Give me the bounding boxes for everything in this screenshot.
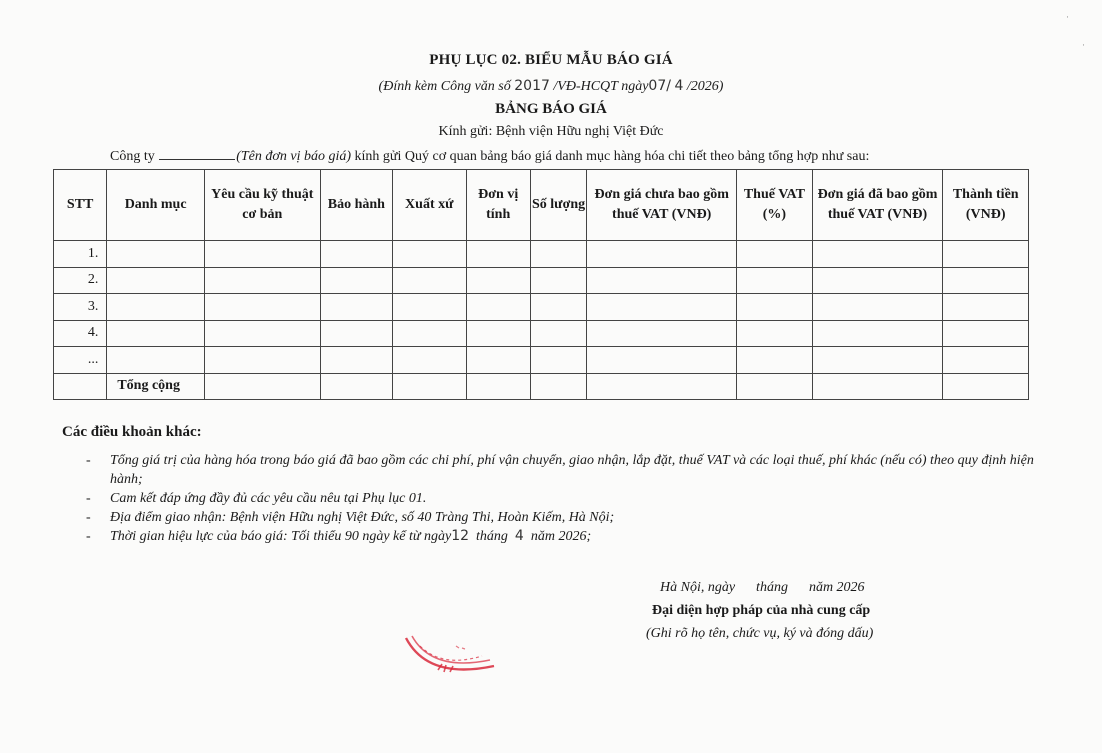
term-item-validity xyxy=(86,527,1046,546)
table-cell xyxy=(107,294,205,321)
table-cell xyxy=(737,373,812,400)
table-cell xyxy=(320,347,392,374)
term-item: - Địa điểm giao nhận: Bệnh viện Hữu nghị Việt Đức, số 40 Tràng Thi, Hoàn Kiếm, Hà Nội; xyxy=(86,508,1046,527)
header-amount: Thành tiền (VNĐ) xyxy=(943,170,1029,241)
validity-prefix: Thời gian hiệu lực của báo giá: Tối thiểu 90 ngày kể từ ngày xyxy=(110,529,452,544)
table-cell xyxy=(812,320,943,347)
doc-code: /VĐ-HCQT ngày xyxy=(553,79,649,94)
table-cell xyxy=(587,320,737,347)
attachment-prefix: (Đính kèm Công văn số xyxy=(378,79,511,94)
company-placeholder: (Tên đơn vị báo giá) xyxy=(236,149,352,164)
header-quantity: Số lượng xyxy=(530,170,586,241)
table-cell xyxy=(393,267,466,294)
table-cell xyxy=(737,241,812,268)
quote-table xyxy=(53,169,1029,400)
terms-heading: Các điều khoản khác: xyxy=(62,424,202,440)
table-cell xyxy=(812,267,943,294)
table-cell xyxy=(530,267,586,294)
table-cell xyxy=(204,320,320,347)
total-row xyxy=(54,373,1029,400)
table-row xyxy=(54,320,1029,347)
table-cell xyxy=(204,241,320,268)
table-cell xyxy=(466,241,530,268)
table-cell xyxy=(466,320,530,347)
header-vat-rate: Thuế VAT (%) xyxy=(737,170,812,241)
validity-month-label: tháng xyxy=(476,529,508,544)
handwritten-doc-month: 4 xyxy=(674,78,684,94)
table-cell xyxy=(587,241,737,268)
table-cell xyxy=(393,241,466,268)
terms-list xyxy=(86,451,1046,546)
row-number: 1. xyxy=(54,241,107,268)
table-cell xyxy=(107,241,205,268)
table-cell xyxy=(530,294,586,321)
table-cell xyxy=(587,267,737,294)
header-stt: STT xyxy=(54,170,107,241)
table-cell xyxy=(107,347,205,374)
header-unit: Đơn vị tính xyxy=(466,170,530,241)
table-cell xyxy=(530,241,586,268)
row-number: 2. xyxy=(54,267,107,294)
validity-suffix: năm 2026; xyxy=(530,529,592,544)
table-cell xyxy=(393,320,466,347)
appendix-title: PHỤ LỤC 02. BIỂU MẪU BÁO GIÁ xyxy=(429,52,673,68)
signature-place-date: Hà Nội, ngày tháng năm 2026 xyxy=(660,580,865,595)
table-row xyxy=(54,241,1029,268)
table-cell xyxy=(587,373,737,400)
table-cell xyxy=(204,267,320,294)
table-cell xyxy=(466,294,530,321)
intro-text: kính gửi Quý cơ quan bảng báo giá danh mục hàng hóa chi tiết theo bảng tổng hợp như sau: xyxy=(354,149,870,164)
table-cell xyxy=(393,373,466,400)
row-number: 3. xyxy=(54,294,107,321)
table-cell xyxy=(393,347,466,374)
signature-title: Đại diện hợp pháp của nhà cung cấp xyxy=(652,603,871,618)
table-cell xyxy=(107,320,205,347)
company-name-blank xyxy=(159,148,235,160)
table-cell xyxy=(320,373,392,400)
handwritten-doc-day: 07/ xyxy=(648,78,671,94)
intro-line xyxy=(110,148,869,165)
table-cell xyxy=(107,267,205,294)
header-origin: Xuất xứ xyxy=(393,170,466,241)
table-cell xyxy=(943,267,1029,294)
table-cell xyxy=(587,294,737,321)
table-cell xyxy=(320,320,392,347)
table-cell xyxy=(530,320,586,347)
table-cell xyxy=(204,347,320,374)
header-price-incl-vat: Đơn giá đã bao gồm thuế VAT (VNĐ) xyxy=(812,170,943,241)
table-cell xyxy=(737,347,812,374)
row-number: 4. xyxy=(54,320,107,347)
table-title: BẢNG BÁO GIÁ xyxy=(495,101,607,117)
table-cell xyxy=(943,320,1029,347)
table-cell xyxy=(466,347,530,374)
table-cell xyxy=(737,267,812,294)
table-cell xyxy=(466,267,530,294)
table-cell xyxy=(812,294,943,321)
table-cell xyxy=(587,347,737,374)
table-cell xyxy=(812,373,943,400)
table-row xyxy=(54,294,1029,321)
header-warranty: Bảo hành xyxy=(320,170,392,241)
table-cell xyxy=(204,373,320,400)
table-cell xyxy=(737,294,812,321)
term-item: - Tổng giá trị của hàng hóa trong báo giá đã bao gồm các chi phí, phí vận chuyển, giao nhận, lắp đặt, thuế VAT và các loại thuế, phí khác (nếu có) theo quy định hiện hành; xyxy=(86,451,1046,489)
table-cell xyxy=(320,267,392,294)
table-cell xyxy=(466,373,530,400)
table-cell xyxy=(530,347,586,374)
table-cell xyxy=(530,373,586,400)
signature-note: (Ghi rõ họ tên, chức vụ, ký và đóng dấu) xyxy=(646,626,874,641)
recipient-line: Kính gửi: Bệnh viện Hữu nghị Việt Đức xyxy=(438,124,664,139)
term-item: - Cam kết đáp ứng đầy đủ các yêu cầu nêu tại Phụ lục 01. xyxy=(86,489,1046,508)
handwritten-doc-number: 2017 xyxy=(514,78,550,94)
handwritten-validity-month: 4 xyxy=(514,528,524,544)
doc-year: /2026) xyxy=(686,79,724,94)
table-cell xyxy=(320,241,392,268)
row-number: ... xyxy=(54,347,107,374)
scan-speck: · xyxy=(1066,12,1069,22)
header-price-excl-vat: Đơn giá chưa bao gồm thuế VAT (VNĐ) xyxy=(587,170,737,241)
table-row xyxy=(54,347,1029,374)
table-header-row xyxy=(54,170,1029,241)
table-cell xyxy=(320,294,392,321)
table-row xyxy=(54,267,1029,294)
scan-speck: · xyxy=(1082,40,1085,50)
company-label: Công ty xyxy=(110,149,155,164)
table-cell xyxy=(204,294,320,321)
table-cell xyxy=(943,373,1029,400)
total-label: Tổng cộng xyxy=(107,373,205,400)
partial-red-stamp-image xyxy=(398,618,508,698)
header-category: Danh mục xyxy=(107,170,205,241)
table-cell xyxy=(393,294,466,321)
handwritten-validity-day: 12 xyxy=(451,528,470,544)
table-body xyxy=(54,241,1029,400)
header-technical-requirements: Yêu cầu kỹ thuật cơ bản xyxy=(204,170,320,241)
table-cell xyxy=(943,241,1029,268)
table-cell xyxy=(943,294,1029,321)
table-cell xyxy=(812,241,943,268)
table-cell xyxy=(54,373,107,400)
attachment-line xyxy=(0,78,1102,95)
table-cell xyxy=(943,347,1029,374)
table-cell xyxy=(737,320,812,347)
table-cell xyxy=(812,347,943,374)
